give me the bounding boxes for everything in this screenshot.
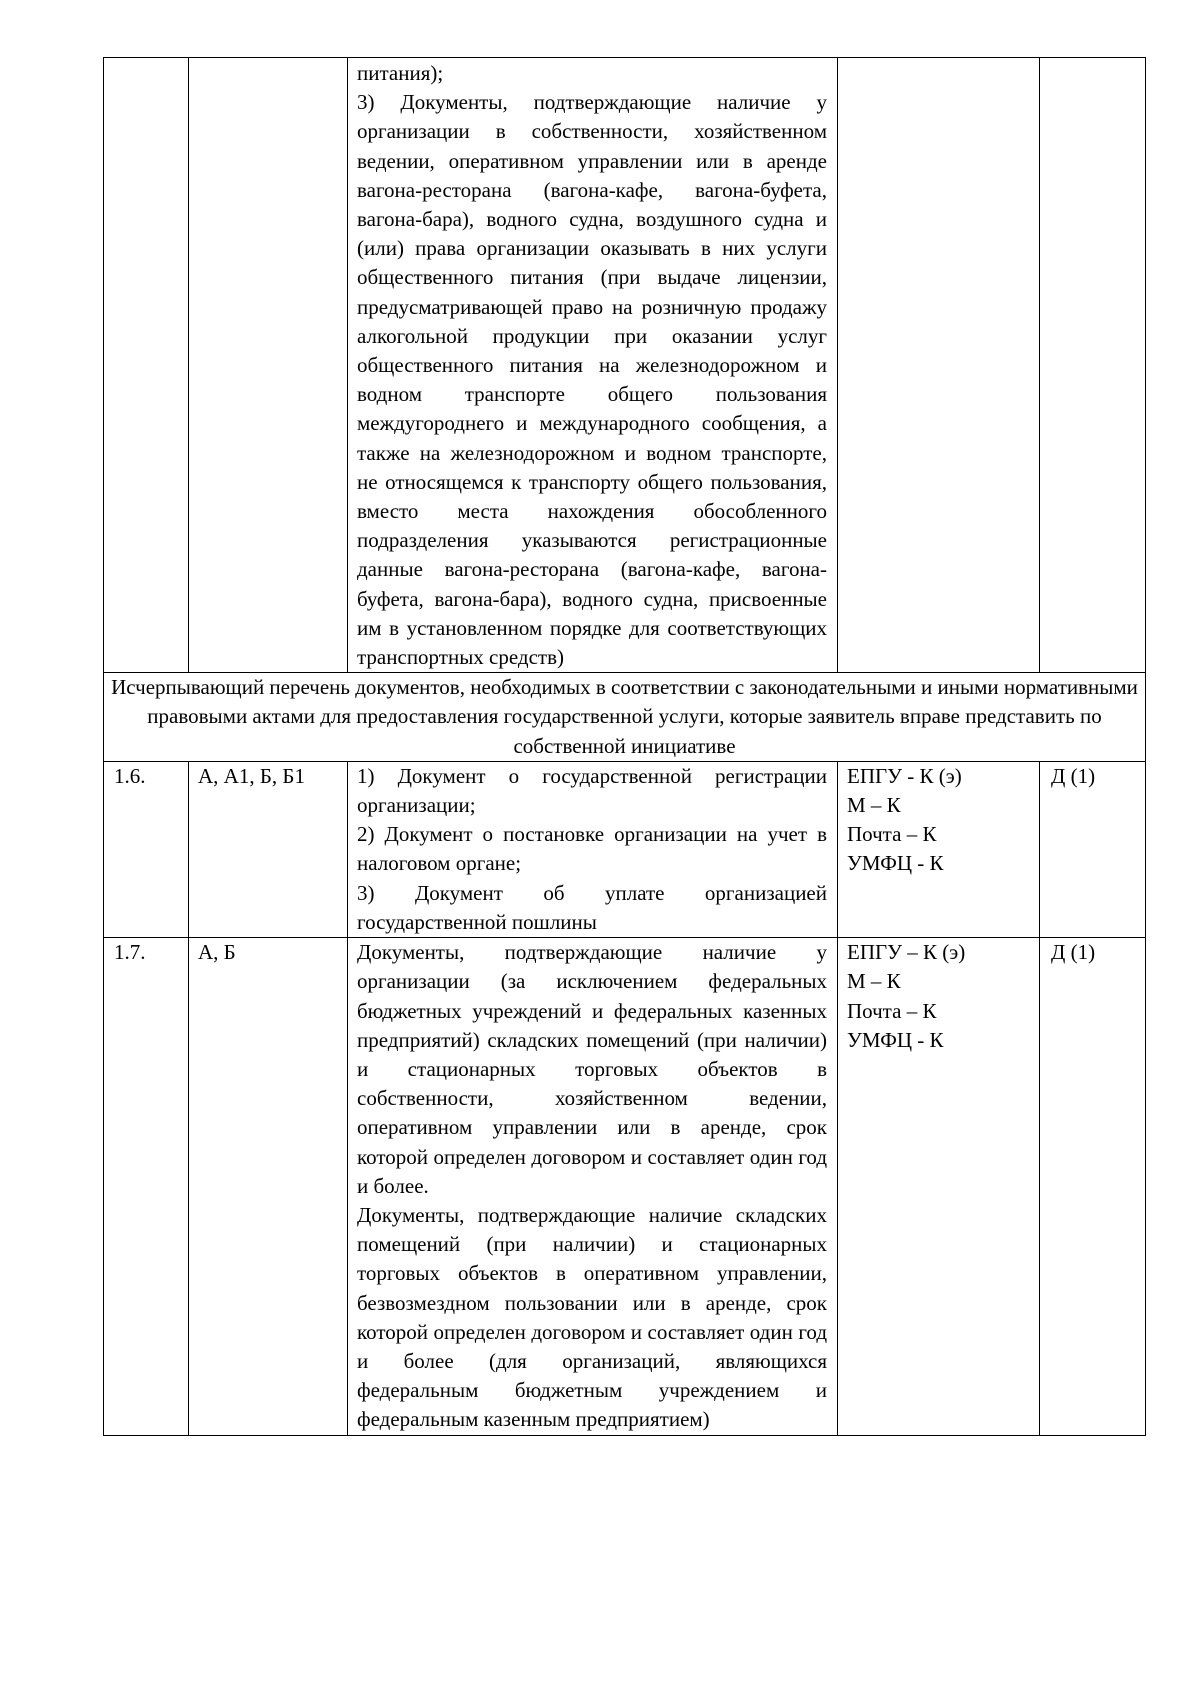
cell-continuation-text [348,58,838,673]
method-item: Почта – К [847,822,937,847]
row-methods [838,938,1040,1435]
document-item: 2) Документ о постановке организации на учет в налоговом органе; [357,822,827,876]
method-item: М – К [847,969,901,994]
method-item: ЕПГУ – К (э) [847,940,966,965]
document-item: 1) Документ о государственной регистрации организации; [357,763,827,818]
continuation-paragraph: 3) Документы, подтверждающие наличие у организации в собственности, хозяйственном ведении, оперативном управлении или в аренде вагона-ресторана (вагона-кафе, вагона-буфета, вагона-бара), водного судна, воздушного судна и (или) права организации оказывать в них услуги общественного питания (при выдаче лицензии, предусматривающей право на розничную продажу алкогольной продукции при оказании услуг общественного питания на железнодорожном и водном транспорте общего пользования междугороднего и международного сообщения, а также на железнодорожном и водном транспорте, не относящемся к транспорту общего пользования, вместо места нахождения обособленного подразделения указываются регистрационные данные вагона-ресторана (вагона-кафе, вагона-буфета, вагона-бара), водного судна, присвоенные им в установленном порядке для соответствующих транспортных средств) [357,90,827,670]
row-categories: А, А1, Б, Б1 [189,761,348,937]
method-item: Почта – К [847,998,937,1023]
cell-methods-empty [838,58,1040,673]
row-number: 1.6. [104,761,189,937]
document-item: Документы, подтверждающие наличие складских помещений (при наличии) и стационарных торговых объектов в оперативном управлении, безвозмездном пользовании или в аренде, срок которой определен договором и составляет один год и более (для организаций, являющихся федеральным бюджетным учреждением и федеральным казенным предприятием) [357,1202,827,1432]
table-row [104,761,1146,937]
document-item: 3) Документ об уплате организацией государственной пошлины [357,880,827,934]
method-item: ЕПГУ - К (э) [847,763,962,788]
row-categories: А, Б [189,938,348,1435]
row-documents [348,761,838,937]
method-item: УМФЦ - К [847,1027,944,1052]
row-number: 1.7. [104,938,189,1435]
method-item: УМФЦ - К [847,851,944,876]
row-documents [348,938,838,1435]
section-header-row [104,673,1146,762]
document-item: Документы, подтверждающие наличие у организации (за исключением федеральных бюджетных учреждений и федеральных казенных предприятий) складских помещений (при наличии) и стационарных торговых объектов в собственности, хозяйственном ведении, оперативном управлении или в аренде, срок которой определен договором и составляет один год и более. [357,940,827,1198]
row-doc-code: Д (1) [1040,761,1146,937]
row-doc-code: Д (1) [1040,938,1146,1435]
method-item: М – К [847,793,901,818]
table-row [104,938,1146,1435]
row-methods [838,761,1040,937]
documents-table [103,57,1146,1436]
cell-categories-empty [189,58,348,673]
continuation-row [104,58,1146,673]
cell-num-empty [104,58,189,673]
section-header: Исчерпывающий перечень документов, необходимых в соответствии с законодательными и иными нормативными правовыми актами для предоставления государственной услуги, которые заявитель вправе представить по собственной инициативе [104,673,1146,762]
cell-code-empty [1040,58,1146,673]
continuation-paragraph: питания); [357,61,444,85]
